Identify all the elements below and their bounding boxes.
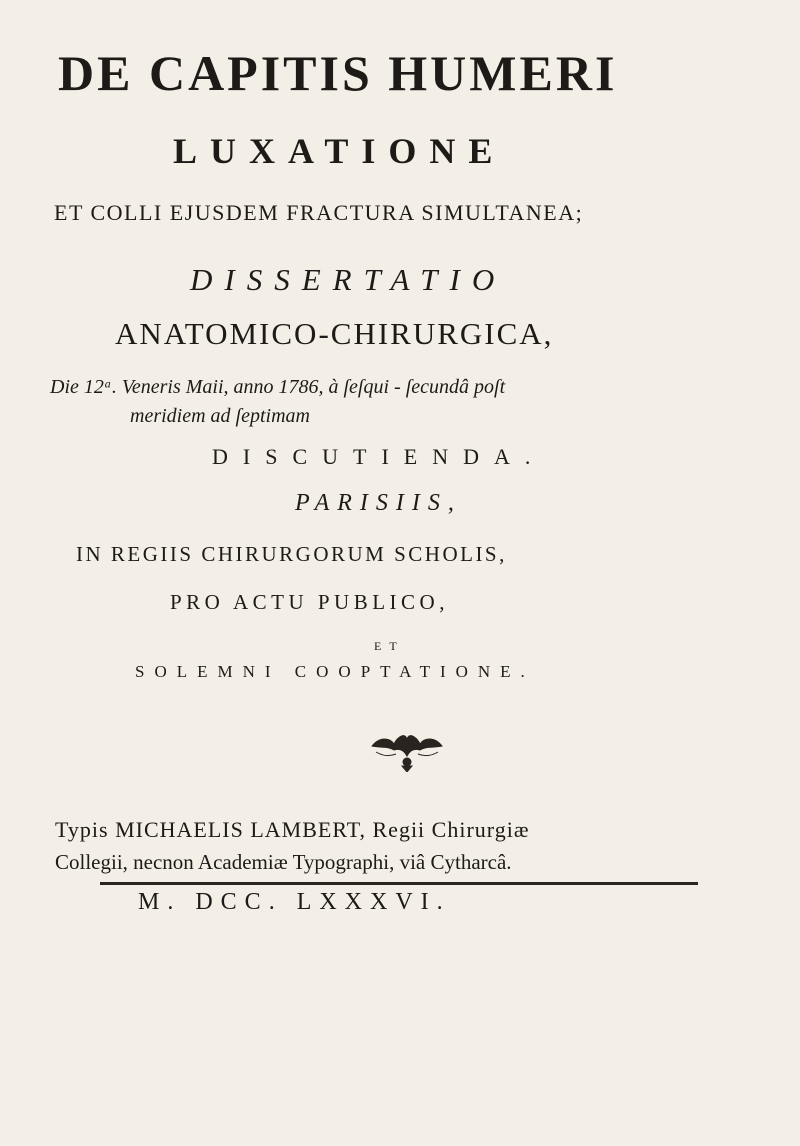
printer-line-2: Collegii, necnon Academiæ Typographi, viâ Cytharcâ.	[55, 850, 512, 874]
discutienda: DISCUTIENDA.	[212, 444, 546, 469]
horizontal-rule	[100, 882, 698, 885]
title-line-1: DE CAPITIS HUMERI	[58, 45, 618, 101]
public-act: PRO ACTU PUBLICO,	[170, 590, 449, 614]
school: IN REGIIS CHIRURGORUM SCHOLIS,	[76, 542, 507, 566]
cooptation: SOLEMNI COOPTATIONE.	[135, 662, 535, 681]
city: PARISIIS,	[295, 490, 462, 516]
conjunction: ET	[374, 639, 405, 653]
printer-line-1: Typis MICHAELIS LAMBERT, Regii Chirurgiæ	[55, 817, 530, 842]
imprint-year: M. DCC. LXXXVI.	[138, 889, 451, 915]
date-line-1: Die 12ᵃ. Veneris Maii, anno 1786, à ſeſqui - ſecundâ poſt	[50, 376, 506, 398]
dissertatio-heading: DISSERTATIO	[190, 262, 507, 297]
printers-ornament-icon	[362, 726, 452, 772]
date-line-2: meridiem ad ſeptimam	[130, 405, 310, 427]
dissertation-kind: ANATOMICO-CHIRURGICA,	[115, 316, 554, 351]
title-line-2: LUXATIONE	[173, 131, 506, 171]
title-line-3: ET COLLI EJUSDEM FRACTURA SIMULTANEA;	[54, 200, 584, 225]
